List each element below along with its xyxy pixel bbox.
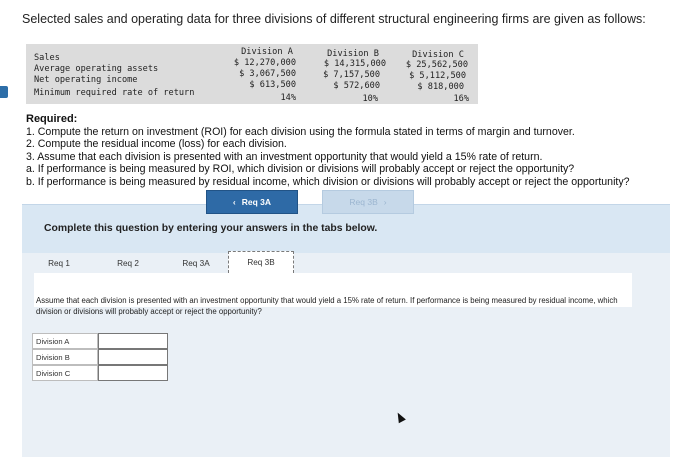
previous-tab-label: Req 3A	[241, 197, 272, 207]
division-a-answer-input[interactable]	[98, 333, 168, 349]
panel-title: Complete this question by entering your answers in the tabs below.	[44, 223, 378, 234]
division-a-assets: $ 3,067,500	[239, 69, 296, 79]
division-b-answer-input[interactable]	[98, 349, 168, 365]
column-header-division-c: Division C	[412, 50, 464, 60]
division-a-income: $ 613,500	[249, 80, 296, 90]
division-data-table	[26, 44, 478, 104]
division-c-sales: $ 25,562,500	[405, 60, 468, 70]
division-c-rate: 16%	[453, 94, 469, 104]
division-a-rate: 14%	[280, 93, 296, 103]
answer-row-division-b	[32, 349, 168, 365]
column-header-division-b: Division B	[327, 49, 379, 59]
column-header-division-a: Division A	[241, 47, 293, 57]
tab-req-2[interactable]: Req 2	[117, 258, 139, 268]
division-b-rate: 10%	[362, 94, 378, 104]
requirement-3a: a. If performance is being measured by ROI, which division or divisions will probably accept or reject the opportunity?	[26, 163, 575, 176]
tab-req-3a[interactable]: Req 3A	[182, 258, 210, 268]
question-marker	[0, 86, 8, 98]
division-c-assets: $ 5,112,500	[409, 71, 466, 81]
chevron-right-icon: ›	[383, 197, 387, 207]
row-label-sales: Sales	[34, 53, 60, 63]
question-intro: Selected sales and operating data for three divisions of different structural engineering firms are given as follows:	[22, 12, 646, 26]
requirement-3: 3. Assume that each division is presented with an investment opportunity that would yield a 15% rate of return.	[26, 150, 543, 163]
division-a-sales: $ 12,270,000	[233, 58, 296, 68]
requirement-3b: b. If performance is being measured by residual income, which division or divisions will probably accept or reject the opportunity?	[26, 175, 630, 188]
division-b-assets: $ 7,157,500	[323, 70, 380, 80]
previous-tab-button[interactable]	[206, 190, 298, 214]
question-prompt: Assume that each division is presented with an investment opportunity that would yield a 15% rate of return. If performance is being measured by residual income, which division or divisions will probably accept or reject the opportunity?	[36, 296, 618, 316]
division-c-answer-input[interactable]	[98, 365, 168, 381]
row-label-net-operating-income: Net operating income	[34, 75, 138, 85]
chevron-left-icon: ‹	[232, 197, 236, 207]
row-label-minimum-required-rate: Minimum required rate of return	[34, 88, 195, 98]
row-label-average-operating-assets: Average operating assets	[34, 64, 159, 74]
division-c-income: $ 818,000	[417, 82, 464, 92]
requirement-1: 1. Compute the return on investment (ROI) for each division using the formula stated in terms of margin and turnover.	[26, 125, 575, 138]
division-a-label: Division A	[32, 333, 98, 349]
requirements-heading: Required:	[26, 113, 78, 125]
tab-area	[22, 253, 670, 457]
next-tab-button[interactable]	[322, 190, 414, 214]
requirement-2: 2. Compute the residual income (loss) for each division.	[26, 138, 287, 151]
tab-content	[34, 273, 632, 316]
answer-row-division-c	[32, 365, 168, 381]
division-b-sales: $ 14,315,000	[323, 59, 386, 69]
division-c-label: Division C	[32, 365, 98, 381]
division-b-income: $ 572,600	[333, 81, 380, 91]
answer-grid	[32, 333, 168, 381]
tab-req-1[interactable]: Req 1	[48, 258, 70, 268]
tab-req-3b[interactable]: Req 3B	[228, 251, 294, 273]
answer-row-division-a	[32, 333, 168, 349]
answer-panel	[22, 204, 670, 456]
division-b-label: Division B	[32, 349, 98, 365]
requirements	[26, 113, 630, 189]
next-tab-label: Req 3B	[349, 197, 378, 207]
